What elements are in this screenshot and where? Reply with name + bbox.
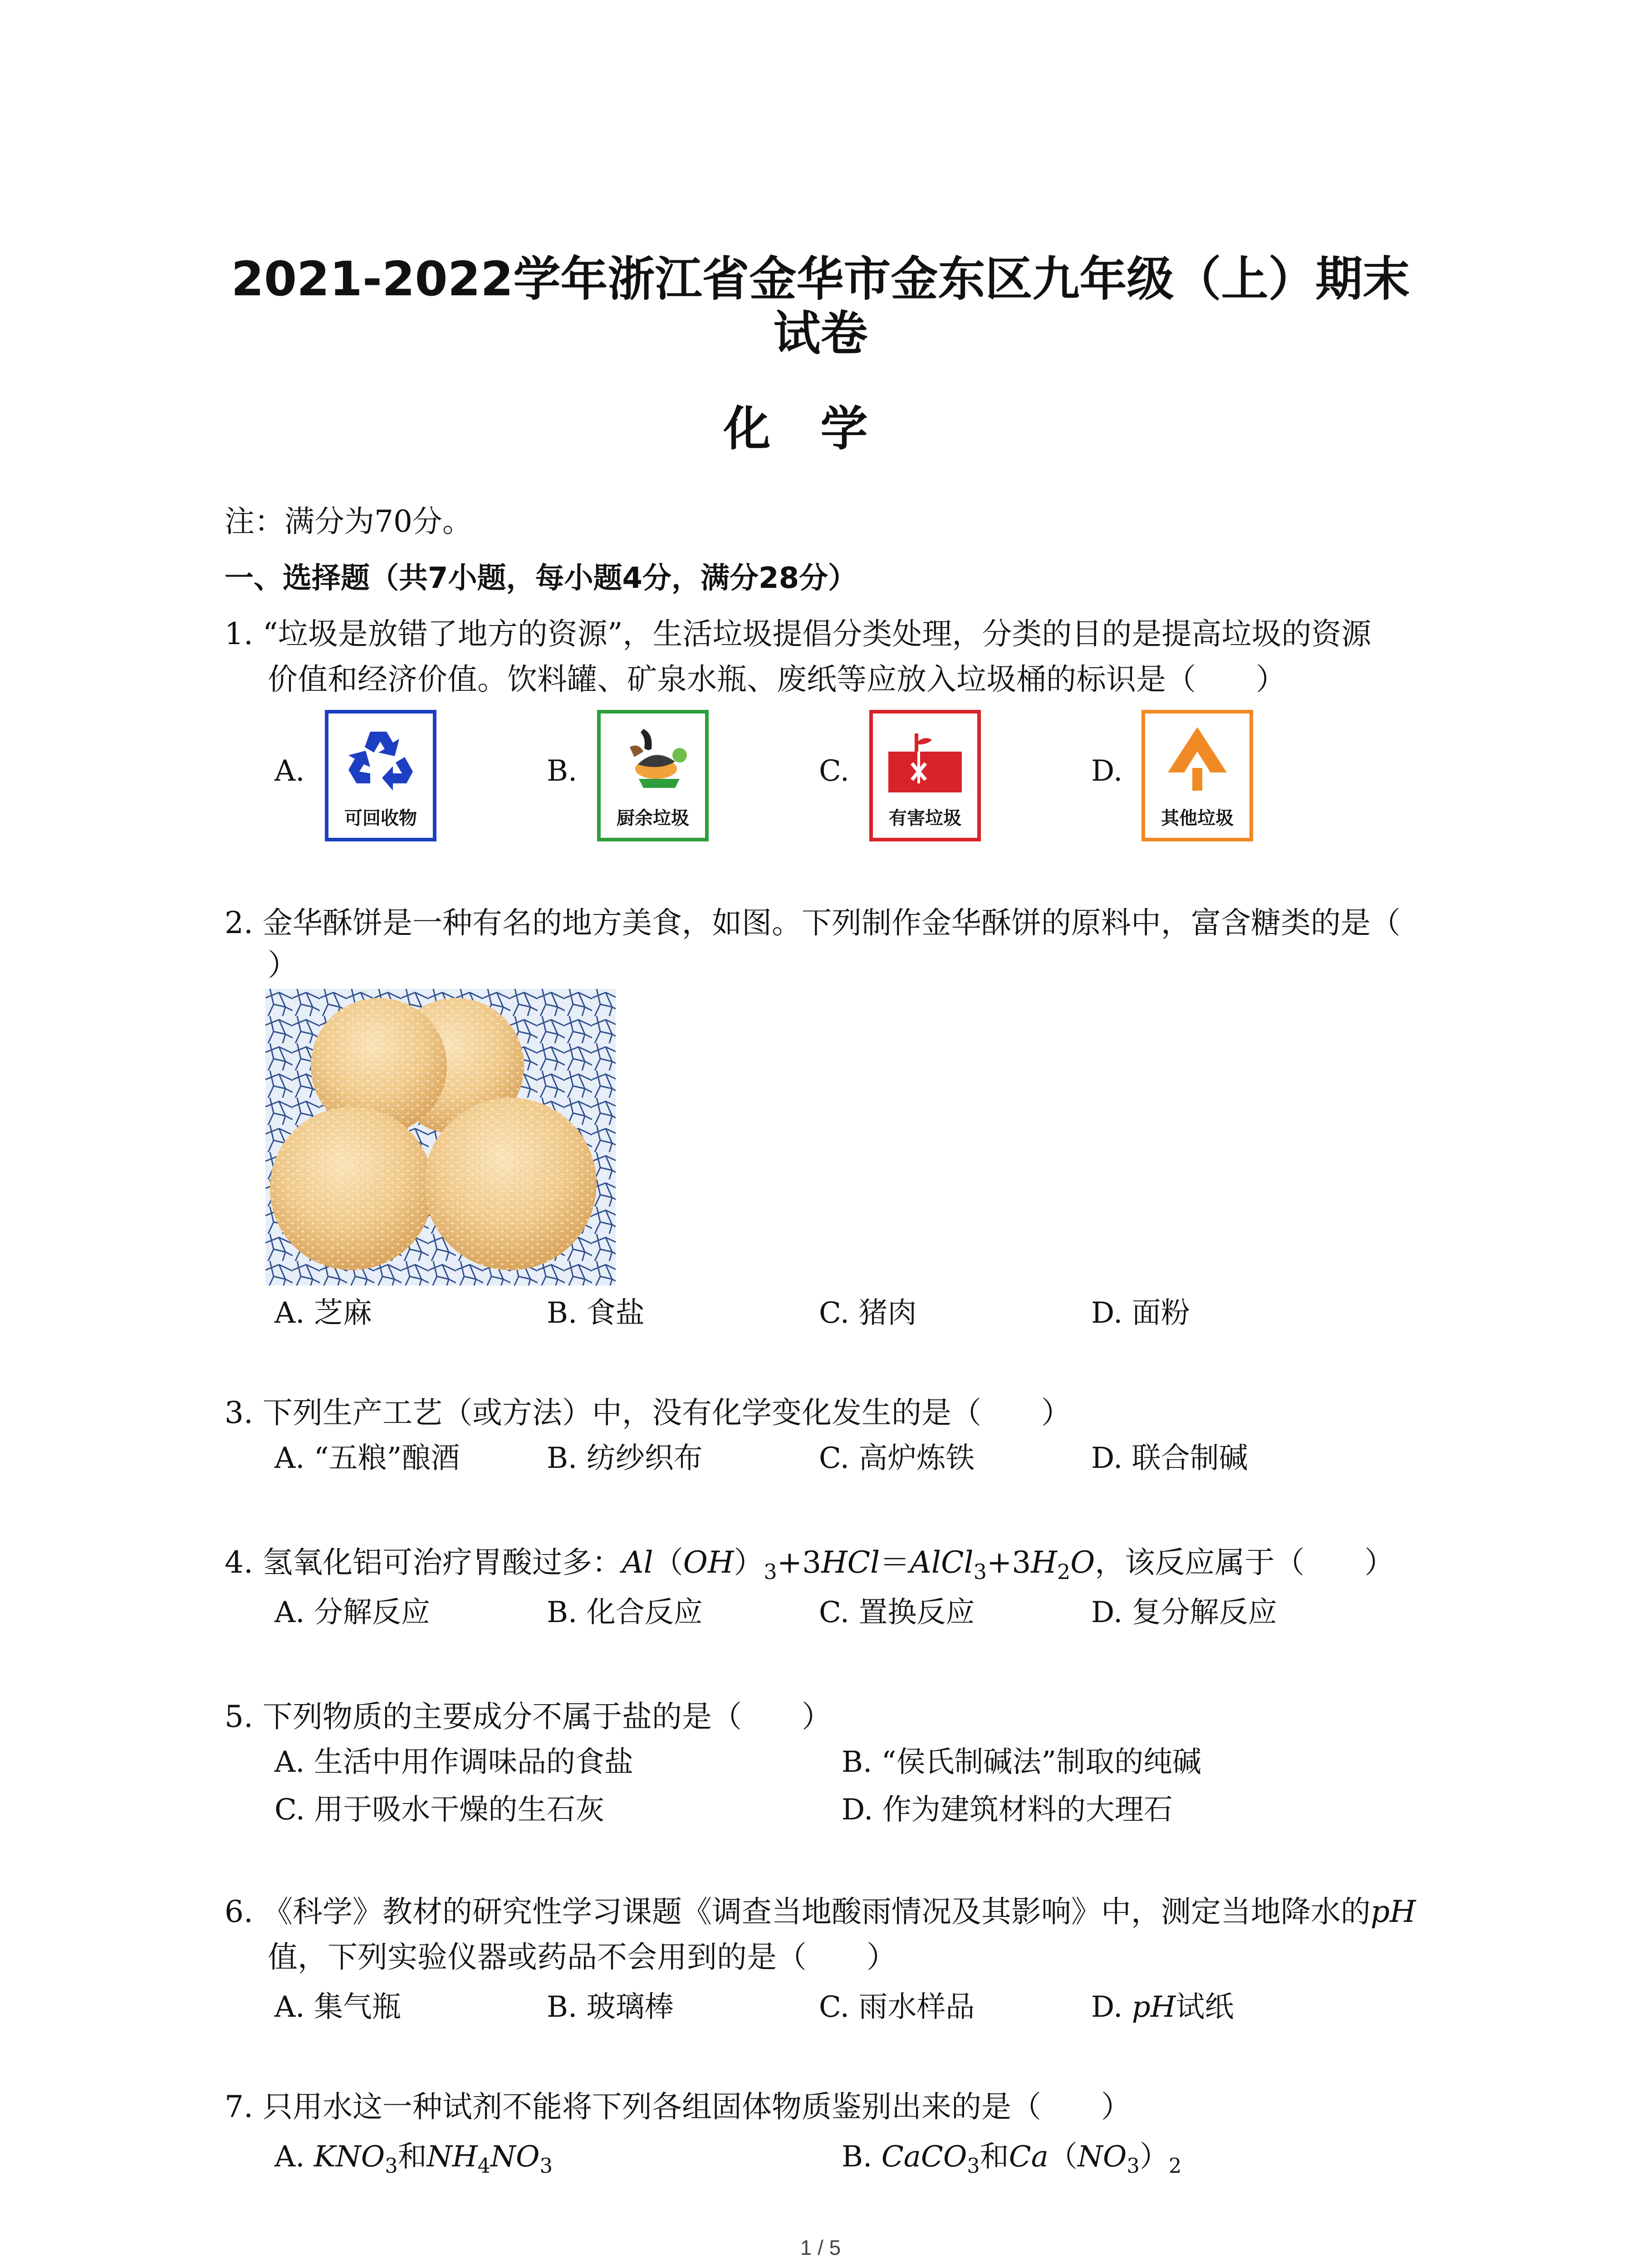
q5-stem: 5. 下列物质的主要成分不属于盐的是（ ） xyxy=(225,1699,832,1734)
q6-option-d-letter: D. xyxy=(1091,1990,1132,2024)
q1-option-b-sign xyxy=(597,710,709,841)
q6-option-d-suffix: 试纸 xyxy=(1176,1990,1234,2024)
q2-stem-line2: ） xyxy=(268,948,298,982)
q6-option-d-ph: pH xyxy=(1132,1990,1176,2024)
q6-option-b: B. 玻璃棒 xyxy=(547,1990,674,2024)
q6-option-a: A. 集气瓶 xyxy=(274,1990,401,2024)
q3-option-a: A. “五粮”酿酒 xyxy=(274,1442,460,1475)
q2-option-b: B. 食盐 xyxy=(547,1296,645,1330)
q1-option-d-caption: 其他垃圾 xyxy=(1161,808,1234,829)
q1-option-b-letter: B. xyxy=(547,754,578,788)
page-number: 1 / 5 xyxy=(800,2236,841,2259)
q4-stem-suffix: ，该反应属于（ ） xyxy=(1095,1545,1395,1580)
q1-option-d-letter: D. xyxy=(1091,754,1123,788)
q7-option-b-letter: B. xyxy=(842,2140,882,2174)
q1-option-a-caption: 可回收物 xyxy=(344,808,417,829)
subject-title: 化学 xyxy=(723,401,918,456)
q1-option-a-sign xyxy=(325,710,436,841)
q3-option-b: B. 纺纱织布 xyxy=(547,1442,703,1475)
q6-stem-line1-text: 6. 《科学》教材的研究性学习课题《调查当地酸雨情况及其影响》中，测定当地降水的 xyxy=(225,1894,1371,1929)
q7-option-a-and: 和 xyxy=(397,2140,427,2174)
hazardous-waste-icon xyxy=(888,724,962,792)
q6-option-d xyxy=(1091,1989,1234,2025)
q7-option-b-and: 和 xyxy=(980,2140,1009,2174)
q5-option-d: D. 作为建筑材料的大理石 xyxy=(842,1793,1173,1827)
doc-title-line2: 试卷 xyxy=(773,306,868,361)
q1-option-c-sign xyxy=(869,710,981,841)
q7-option-a-letter: A. xyxy=(274,2140,314,2174)
q1-option-d-sign xyxy=(1141,710,1253,841)
other-waste-icon xyxy=(1163,723,1231,795)
q6-stem-line1 xyxy=(225,1894,1416,1930)
q1-stem-line1: 1. “垃圾是放错了地方的资源”，生活垃圾提倡分类处理，分类的目的是提高垃圾的资源 xyxy=(225,616,1372,651)
q4-option-c: C. 置换反应 xyxy=(819,1596,975,1629)
q3-stem: 3. 下列生产工艺（或方法）中，没有化学变化发生的是（ ） xyxy=(225,1395,1071,1430)
q4-stem-prefix: 4. 氢氧化铝可治疗胃酸过多： xyxy=(225,1545,622,1580)
q6-ph: pH xyxy=(1370,1894,1416,1929)
kitchen-waste-icon xyxy=(612,720,698,798)
q5-option-c: C. 用于吸水干燥的生石灰 xyxy=(274,1793,605,1827)
q1-option-b-caption: 厨余垃圾 xyxy=(617,808,689,829)
section-heading: 一、选择题（共7小题，每小题4分，满分28分） xyxy=(225,562,857,595)
q7-option-a: A. $KNO_3$和$NH_4NO_3$ xyxy=(274,2140,553,2178)
doc-title-line1: 2021-2022学年浙江省金华市金东区九年级（上）期末 xyxy=(231,251,1410,307)
q4-stem xyxy=(225,1545,1394,1590)
q7-stem: 7. 只用水这一种试剂不能将下列各组固体物质鉴别出来的是（ ） xyxy=(225,2089,1131,2124)
q1-option-a-letter: A. xyxy=(274,754,305,788)
q1-stem-line2: 价值和经济价值。饮料罐、矿泉水瓶、废纸等应放入垃圾桶的标识是（ ） xyxy=(268,662,1286,697)
q7-option-b: B. CaCO$_3$和$Ca(NO_3)_2$ xyxy=(842,2140,1182,2178)
q6-stem-line2: 值，下列实验仪器或药品不会用到的是（ ） xyxy=(268,1940,896,1975)
q3-option-c: C. 高炉炼铁 xyxy=(819,1442,975,1475)
q5-option-a: A. 生活中用作调味品的食盐 xyxy=(274,1745,633,1779)
q4-equation: $Al(OH)_3+3HCl=AlCl_3+3H_2O$ xyxy=(622,1545,1095,1584)
q2-option-a: A. 芝麻 xyxy=(274,1296,372,1330)
q1-option-c-caption: 有害垃圾 xyxy=(889,808,961,829)
q5-option-b: B. “侯氏制碱法”制取的纯碱 xyxy=(842,1745,1202,1779)
q4-option-a: A. 分解反应 xyxy=(274,1596,430,1629)
q2-option-c: C. 猪肉 xyxy=(819,1296,917,1330)
q6-option-c: C. 雨水样品 xyxy=(819,1990,975,2024)
score-note: 注：满分为70分。 xyxy=(225,504,472,539)
q4-option-b: B. 化合反应 xyxy=(547,1596,703,1629)
q4-option-d: D. 复分解反应 xyxy=(1091,1596,1277,1629)
q2-stem-line1: 2. 金华酥饼是一种有名的地方美食，如图。下列制作金华酥饼的原料中，富含糖类的是（ xyxy=(225,905,1401,940)
q2-option-d: D. 面粉 xyxy=(1091,1296,1190,1330)
recycle-icon xyxy=(342,723,419,795)
q1-option-c-letter: C. xyxy=(819,754,850,788)
q3-option-d: D. 联合制碱 xyxy=(1091,1442,1248,1475)
pastry-photo xyxy=(265,989,616,1286)
